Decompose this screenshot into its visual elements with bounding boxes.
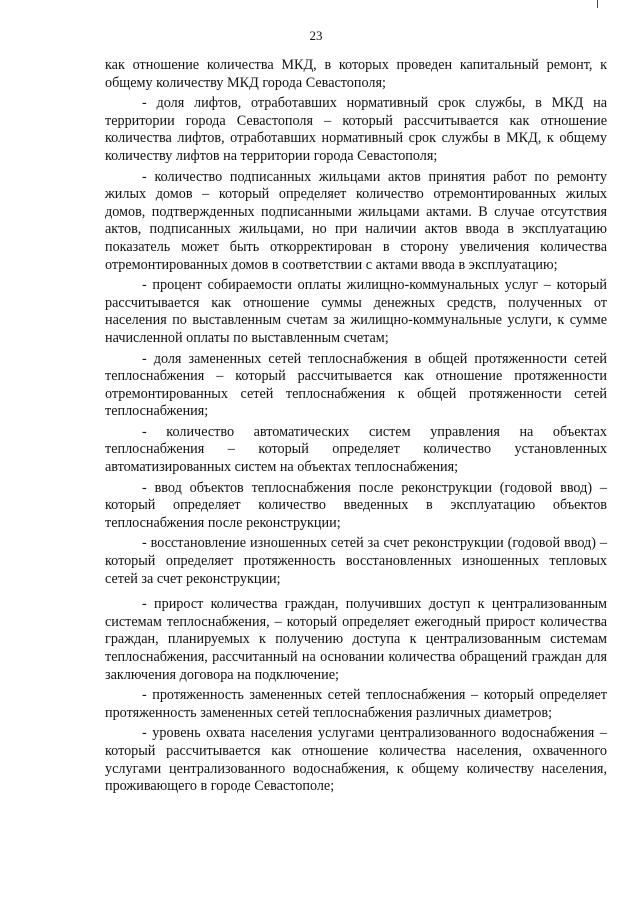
paragraph-citizens-access: - прирост количества граждан, получивших доступ к централизованным системам теплоснабжения, – который определяет ежегодный прирост количества граждан, планируемых к получению доступа к централизованным системам теплоснабжения, рассчитанный на основании количества обращений граждан для заключения договора на подключение; bbox=[105, 596, 607, 683]
paragraph-signed-acts: - количество подписанных жильцами актов принятия работ по ремонту жилых домов – который определяет количество отремонтированных жилых домов, подтвержденных подписанными жильцами актами. В случае отсутствия актов, подписанных жильцами, но при наличии актов ввода в эксплуатацию показатель может быть откорректирован в сторону увеличения количества отремонтированных домов в соответствии с актами ввода в эксплуатацию; bbox=[105, 168, 607, 273]
paragraph-elevators-share: - доля лифтов, отработавших нормативный срок службы, в МКД на территории города Севастополя – который рассчитывается как отношение количества лифтов, отработавших нормативный срок службы в МКД, к общему количеству лифтов на территории города Севастополя; bbox=[105, 95, 607, 164]
paragraph-payment-collection: - процент собираемости оплаты жилищно-коммунальных услуг – который рассчитывается как отношение суммы денежных средств, полученных от населения по выставленным счетам за жилищно-коммунальные услуги, к сумме начисленной оплаты по выставленным счетам; bbox=[105, 277, 607, 346]
paragraph-network-restoration: - восстановление изношенных сетей за счет реконструкции (годовой ввод) – который определяет протяженность восстановленных изношенных тепловых сетей за счет реконструкции; bbox=[105, 535, 607, 587]
document-body bbox=[105, 57, 607, 799]
paragraph-replaced-networks-share: - доля замененных сетей теплоснабжения в общей протяженности сетей теплоснабжения – который рассчитывается как отношение протяженности отремонтированных сетей теплоснабжения к общей протяженности сетей теплоснабжения; bbox=[105, 350, 607, 420]
paragraph-automatic-systems: - количество автоматических систем управления на объектах теплоснабжения – который определяет количество установленных автоматизированных систем на объектах теплоснабжения; bbox=[105, 423, 607, 476]
page-edge-mark bbox=[597, 0, 598, 8]
page-number: 23 bbox=[309, 28, 323, 43]
paragraph-reconstruction-commissioning: - ввод объектов теплоснабжения после реконструкции (годовой ввод) – который определяет количество введенных в эксплуатацию объектов теплоснабжения после реконструкции; bbox=[105, 479, 607, 531]
paragraph-continuation: как отношение количества МКД, в которых проведен капитальный ремонт, к общему количеству МКД города Севастополя; bbox=[105, 57, 607, 91]
paragraph-network-length: - протяженность замененных сетей теплоснабжения – который определяет протяженность замененных сетей теплоснабжения различных диаметров; bbox=[105, 687, 607, 721]
paragraph-water-supply-coverage: - уровень охвата населения услугами централизованного водоснабжения – который рассчитывается как отношение количества населения, охваченного услугами централизованного водоснабжения, к общему количеству населения, проживающего в городе Севастополе; bbox=[105, 725, 607, 795]
